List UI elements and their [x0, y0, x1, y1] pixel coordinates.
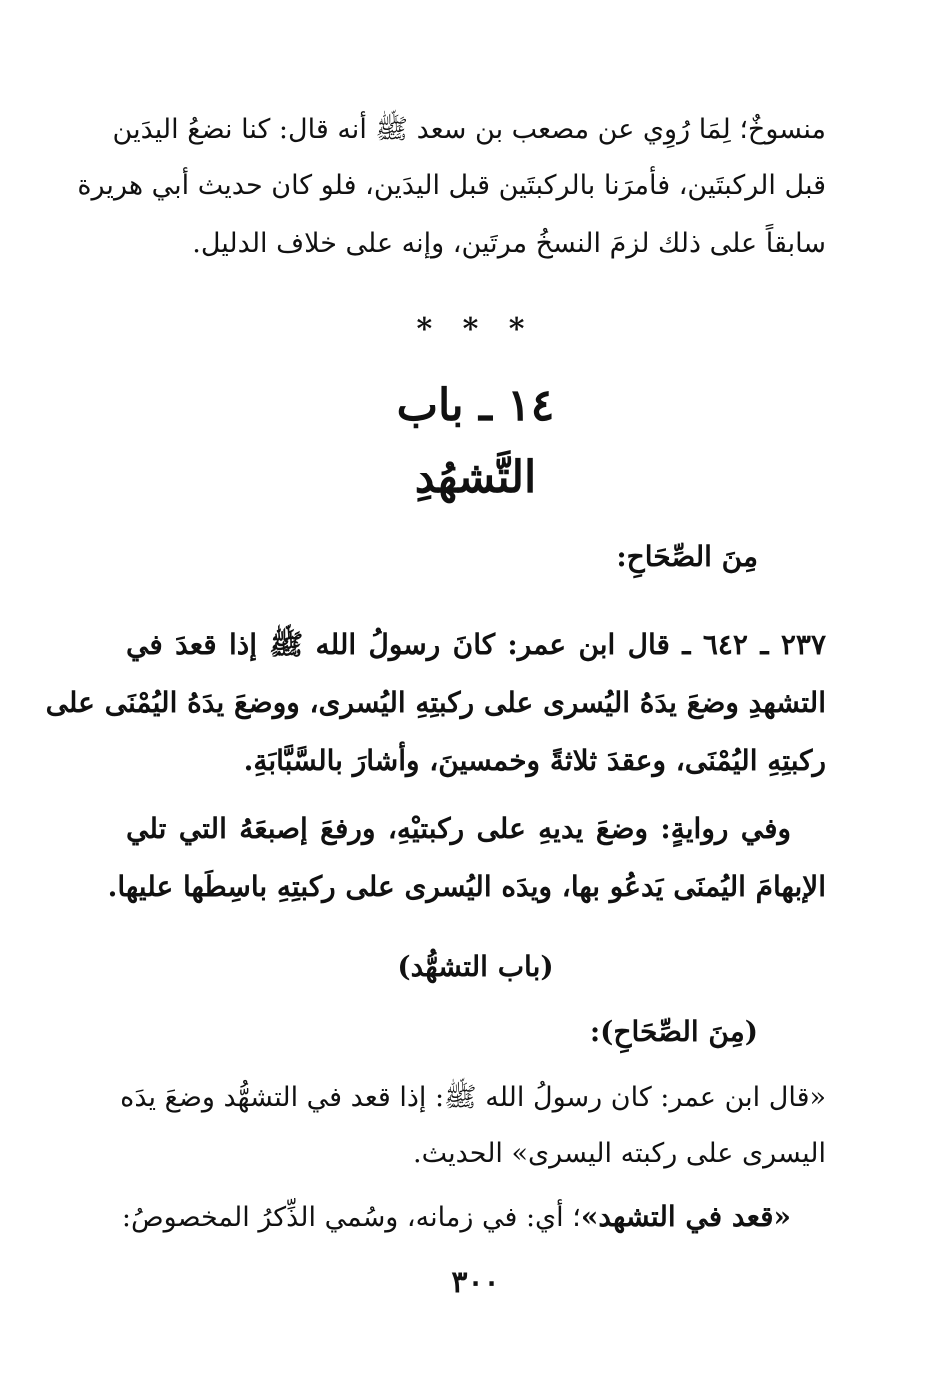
commentary-explanation [122, 1200, 791, 1233]
explained-term: «قعد في التشهد» [580, 1200, 791, 1233]
commentary-quote-line-1: «قال ابن عمر: كان رسولُ الله ﷺ: إذا قعد في التشهُّد وضعَ يدَه [120, 1082, 826, 1113]
commentary-chapter-ref: (باب التشهُّد) [397, 950, 554, 983]
hadith-line-1: ٢٣٧ ـ ٦٤٢ ـ قال ابن عمر: كانَ رسولُ الله ﷺ إذا قعدَ في [126, 628, 826, 661]
hadith-line-2: التشهدِ وضعَ يدَهُ اليُسرى على ركبتِهِ اليُسرى، ووضعَ يدَهُ اليُمْنَى على [45, 686, 826, 719]
section-heading: مِنَ الصِّحَاحِ: [616, 540, 758, 573]
commentary-quote-line-2: اليسرى على ركبته اليسرى» الحديث. [413, 1138, 826, 1169]
chapter-title: التَّشهُدِ [414, 452, 537, 503]
section-separator: * * * [416, 312, 535, 347]
hadith-line-3: ركبتِهِ اليُمْنَى، وعقدَ ثلاثةً وخمسينَ، وأشارَ بالسَّبَّابَةِ. [243, 744, 826, 777]
intro-line-2: قبل الركبتَين، فأمرَنا بالركبتَين قبل اليدَين، فلو كان حديث أبي هريرة [77, 170, 826, 201]
page-number: ٣٠٠ [451, 1265, 500, 1300]
hadith-variant-line-1: وفي روايةٍ: وضعَ يديهِ على ركبتيْهِ، ورفعَ إصبعَهُ التي تلي [126, 812, 791, 845]
explanation-text: ؛ أي: في زمانه، وسُمي الذِّكرُ المخصوصُ: [121, 1202, 581, 1233]
intro-line-1: منسوخٌ؛ لِمَا رُوِي عن مصعب بن سعد ﷺ أنه قال: كنا نضعُ اليدَين [112, 114, 826, 145]
commentary-section-ref: (مِنَ الصِّحَاحِ): [589, 1015, 758, 1048]
chapter-number: ١٤ ـ باب [396, 380, 555, 431]
hadith-variant-line-2: الإبهامَ اليُمنَى يَدعُو بها، ويدَه اليُسرى على ركبتِهِ باسِطَها عليها. [107, 870, 826, 903]
intro-line-3: سابقاً على ذلك لزمَ النسخُ مرتَين، وإنه على خلاف الدليل. [192, 228, 826, 259]
